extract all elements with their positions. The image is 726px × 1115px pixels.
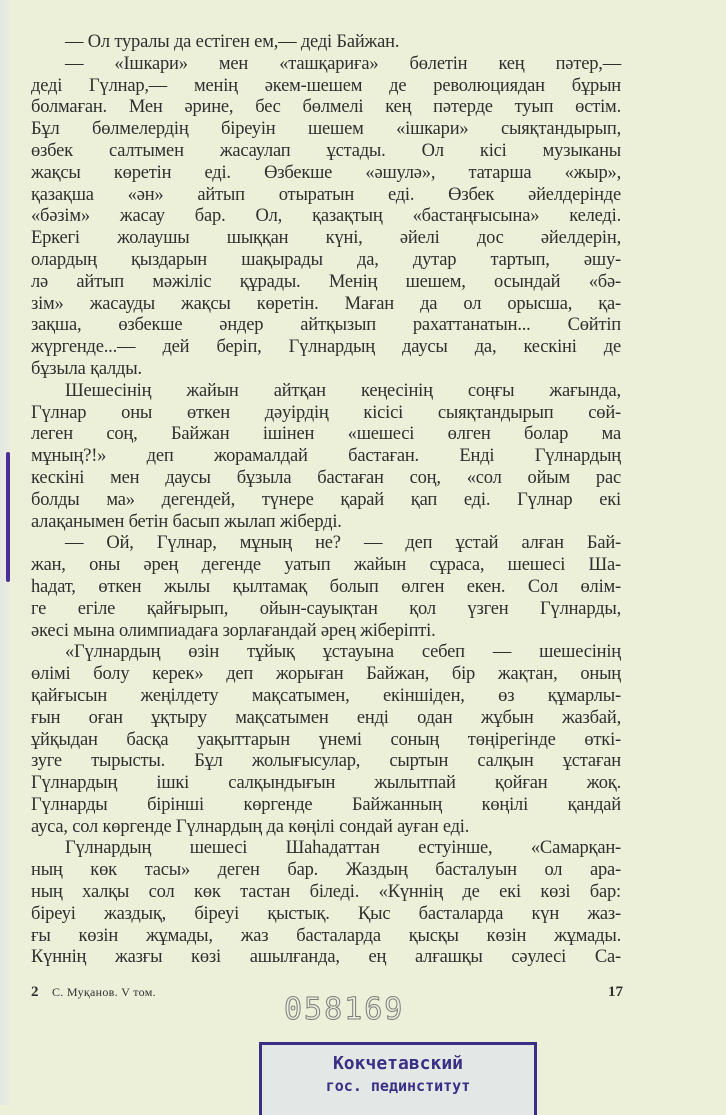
- text-line: зақша, өзбекше әндер айтқызып рахаттанатын... Сөйтіп: [31, 315, 621, 336]
- text-line: жақсы көретін еді. Өзбекше «әшулә», татарша «жыр»,: [31, 162, 621, 183]
- signature-number: 2: [31, 984, 39, 1000]
- text-line: леген соң, Байжан ішінен «шешесі өлген болар ма: [31, 424, 621, 445]
- text-line: Гүлнар оны өткен дәуірдің кісісі сыяқтандырып сөй-: [31, 402, 621, 423]
- text-line: Бұл бөлмелердің біреуін шешем «ішкари» сыяқтандырып,: [31, 119, 621, 140]
- text-line: зім» жасауды жақсы көретін. Маған да ол орысша, қа-: [31, 293, 621, 314]
- text-line: «бәзім» жасау бар. Ол, қазақтың «бастаңғысына» келеді.: [31, 206, 621, 227]
- library-stamp: [259, 1042, 537, 1115]
- text-line: — Ол туралы да естіген ем,— деді Байжан.: [65, 32, 400, 52]
- text-line: лә айтып мәжіліс құрады. Менің шешем, осындай «бә-: [31, 271, 621, 292]
- text-line: бұзыла қалды.: [31, 358, 142, 379]
- text-line: — «Ішкари» мен «ташқариға» бөлетін кең пәтер,—: [65, 53, 621, 74]
- text-line: Күннің жазғы көзі ашылғанда, ең алғашқы сәулесі Са-: [31, 947, 621, 968]
- text-line: Гүлнарды бірінші көргенде Байжанның көңілі қандай: [31, 794, 621, 815]
- inventory-number-stamp: 058169: [284, 992, 405, 1027]
- text-line: ның халқы сол көк тастан біледі. «Күннің де екі көзі бар:: [31, 882, 621, 903]
- text-line: ғы көзін жұмады, жаз басталарда қысқы көзін жұмады.: [31, 925, 621, 946]
- page-number: 17: [608, 984, 623, 1000]
- text-line: ге егіле қайғырып, ойын-сауықтан қол үзген Гүлнарды,: [31, 598, 621, 619]
- text-line: Гүлнардың шешесі Шаһадаттан естуінше, «Самарқан-: [65, 838, 621, 859]
- text-line: мұның?!» деп жорамалдай бастаған. Енді Гүлнардың: [31, 446, 621, 467]
- body-text: [31, 32, 621, 969]
- text-line: деді Гүлнар,— менің әкем-шешем де революциядан бұрын: [31, 75, 621, 96]
- text-line: зуге тырысты. Бұл жолығысулар, сыртын салқын ұстаған: [31, 751, 621, 772]
- text-line: жүргенде...— дей беріп, Гүлнардың даусы да, кескіні де: [31, 337, 621, 358]
- stamp-line-1: Кокчетавский: [332, 1053, 464, 1074]
- footer-signature: [31, 984, 156, 1001]
- text-line: һадат, өткен жылы қылтамақ болып өлген екен. Сол өлім-: [31, 576, 621, 597]
- text-line: ауса, сол көргенде Гүлнардың да көңілі сондай ауған еді.: [31, 816, 470, 837]
- text-line: — Ой, Гүлнар, мұның не? — деп ұстай алған Бай-: [65, 533, 621, 554]
- text-line: ғын оған ұқтыру мақсатымен енді одан жұбын жазбай,: [31, 707, 621, 728]
- stamp-line-2: гос. пединститут: [325, 1077, 471, 1095]
- signature-text: С. Муқанов. V том.: [52, 985, 156, 999]
- margin-pen-mark: [6, 452, 10, 582]
- text-line: өзбек салтымен жасаулап ұстады. Ол кісі музыканы: [31, 140, 621, 161]
- text-line: жан, оны әрең дегенде уатып жайын сұраса, шешесі Ша-: [31, 555, 621, 576]
- text-line: ның көк тасы» деген бар. Жаздың басталуын ол ара-: [31, 860, 621, 881]
- text-line: ұйқыдан басқа уақыттарын үнемі соның төңірегінде өткі-: [31, 729, 621, 750]
- text-line: қайғысын жеңілдету мақсатымен, екіншіден, өз құмарлы-: [31, 685, 621, 706]
- text-line: алақанымен бетін басып жылап жіберді.: [31, 511, 342, 532]
- text-line: болмаған. Мен әрине, бес бөлмелі кең пәтерде туып өстім.: [31, 97, 621, 118]
- text-line: қазақша «ән» айтып отыратын еді. Өзбек әйелдерінде: [31, 184, 621, 205]
- text-line: «Гүлнардың өзін тұйық ұстауына себеп — шешесінің: [65, 642, 621, 663]
- text-line: біреуі жаздық, біреуі қыстық. Қыс басталарда күн жаз-: [31, 903, 621, 924]
- text-line: болды ма» дегендей, түнере қарай қап еді. Гүлнар екі: [31, 489, 621, 510]
- text-line: Шешесінің жайын айтқан кеңесінің соңғы жағында,: [65, 380, 621, 401]
- text-line: өлімі болу керек» деп жорыған Байжан, бір жақтан, оның: [31, 664, 621, 685]
- text-line: Еркегі жолаушы шыққан күні, әйелі дос әйелдерін,: [31, 228, 621, 249]
- text-line: әкесі мына олимпиадаға зорлағандай әрең жіберіпті.: [31, 620, 436, 641]
- text-line: кескіні мен даусы бұзыла бастаған соң, «сол ойым рас: [31, 467, 621, 488]
- text-line: Гүлнардың ішкі салқындығын жылытпай қойған жоқ.: [31, 773, 621, 794]
- text-line: олардың қыздарын шақырады да, дутар тартып, әшу-: [31, 249, 621, 270]
